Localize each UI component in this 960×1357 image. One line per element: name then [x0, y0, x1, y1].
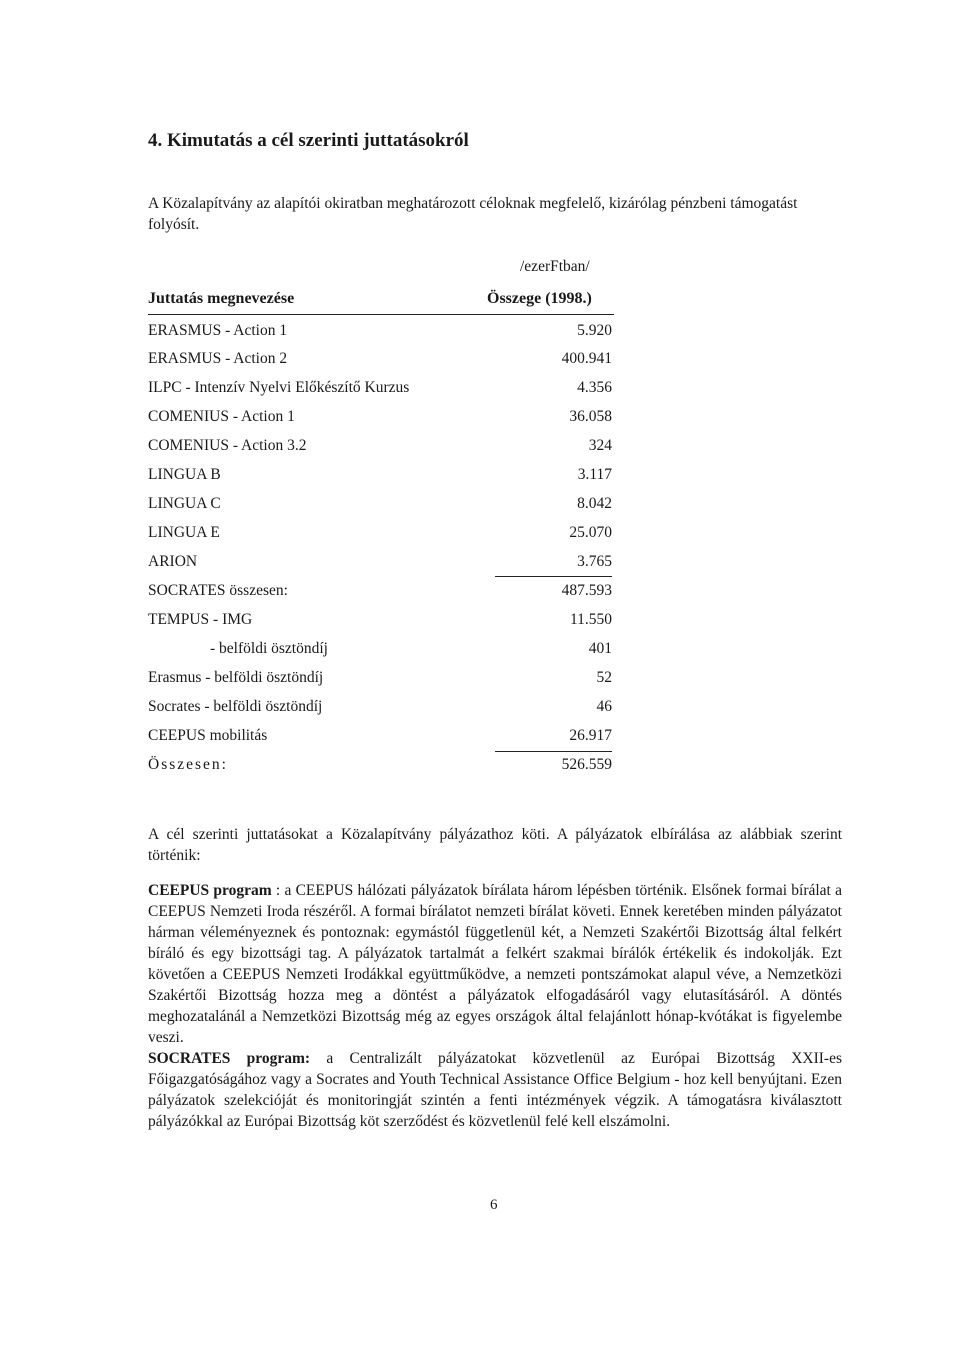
row-name: - belföldi ösztöndíj	[210, 640, 328, 657]
row-value: 11.550	[569, 611, 612, 628]
row-value: 5.920	[577, 322, 612, 339]
row-name: TEMPUS - IMG	[148, 611, 253, 628]
table-row	[148, 350, 612, 372]
row-value: 4.356	[577, 379, 612, 396]
row-name: Socrates - belföldi ösztöndíj	[148, 698, 323, 715]
table-row-total	[148, 756, 612, 778]
table-row	[148, 437, 612, 459]
evaluation-intro-paragraph: A cél szerinti juttatásokat a Közalapítvány pályázathoz köti. A pályázatok elbírálása az alábbiak szerint történik:	[148, 826, 842, 864]
intro-paragraph: A Közalapítvány az alapítói okiratban meghatározott céloknak megfelelő, kizárólag pénzbeni támogatást folyósít.	[148, 195, 798, 233]
row-value: 324	[588, 437, 612, 454]
ceepus-paragraph	[148, 880, 842, 1048]
header-divider	[148, 314, 614, 315]
row-name: SOCRATES összesen:	[148, 582, 288, 599]
row-value: 401	[588, 640, 612, 657]
socrates-paragraph	[148, 1048, 842, 1132]
row-name: Erasmus - belföldi ösztöndíj	[148, 669, 324, 686]
table-row-subtotal	[148, 582, 612, 604]
column-header-name: Juttatás megnevezése	[148, 290, 295, 307]
row-value: 52	[596, 669, 612, 686]
row-name: ERASMUS - Action 2	[148, 350, 288, 367]
row-value: 25.070	[569, 524, 612, 541]
table-row	[148, 466, 612, 488]
subtotal-rule	[495, 576, 612, 577]
column-header-sum: Összege (1998.)	[487, 290, 592, 307]
row-value: 487.593	[561, 582, 612, 599]
table-row	[148, 611, 612, 633]
section-heading: 4. Kimutatás a cél szerinti juttatásokról	[148, 130, 469, 151]
ceepus-label: CEEPUS program	[148, 882, 272, 899]
table-row	[148, 322, 612, 344]
table-row	[148, 524, 612, 546]
row-value: 8.042	[577, 495, 612, 512]
row-value: 3.765	[577, 553, 612, 570]
row-name: LINGUA C	[148, 495, 221, 512]
row-name: Összesen:	[148, 756, 228, 773]
row-name: ARION	[148, 553, 198, 570]
row-name: LINGUA E	[148, 524, 220, 541]
table-row	[148, 640, 612, 662]
socrates-label: SOCRATES program:	[148, 1050, 311, 1067]
table-row	[148, 698, 612, 720]
row-value: 3.117	[577, 466, 612, 483]
row-value: 400.941	[561, 350, 612, 367]
table-row	[148, 495, 612, 517]
row-name: COMENIUS - Action 1	[148, 408, 295, 425]
table-row	[148, 727, 612, 749]
socrates-text: a Centralizált pályázatokat közvetlenül az Európai Bizottság XXII-es Főigazgatóságához vagy a Socrates and Youth Technical Assistance Office Belgium - hoz kell benyújtani. Ezen pályázatok szelekcióját és monitoringját szintén a fenti intézmények végzik. A támogatásra kiválasztott pályázókkal az Európai Bizottság köt szerződést és közvetlenül felé kell elszámolni.	[148, 1050, 842, 1130]
row-value: 526.559	[561, 756, 612, 773]
row-name: ILPC - Intenzív Nyelvi Előkészítő Kurzus	[148, 379, 410, 396]
row-name: LINGUA B	[148, 466, 221, 483]
row-value: 36.058	[569, 408, 612, 425]
row-value: 46	[596, 698, 612, 715]
table-row	[148, 379, 612, 401]
row-value: 26.917	[569, 727, 612, 744]
table-row	[148, 553, 612, 575]
table-row	[148, 408, 612, 430]
row-name: ERASMUS - Action 1	[148, 322, 288, 339]
page-number: 6	[490, 1197, 498, 1213]
ceepus-text: : a CEEPUS hálózati pályázatok bírálata három lépésben történik. Elsőnek formai bírálat a CEEPUS Nemzeti Iroda részéről. A formai bírálatot nemzeti bírálat követi. Ennek keretében minden pályázatot hárman véleményeznek és pontoznak: egymástól függetlenül két, a Nemzeti Szakértői Bizottság által felkért bíráló és egy bizottsági tag. A pályázatok tartalmát a felkért szakmai bírálók értékelik és indokolják. Ezt követően a CEEPUS Nemzeti Irodákkal együttműködve, a nemzeti pontszámokat alapul véve, a Nemzetközi Szakértői Bizottság hozza meg a döntést a pályázatok elfogadásáról vagy elutasításáról. A döntés meghozatalánál a Nemzetközi Bizottság még az egyes országok által felajánlott hónap-kvótákat is figyelembe veszi.	[148, 882, 842, 1046]
table-row	[148, 669, 612, 691]
total-rule	[495, 751, 612, 752]
unit-label: /ezerFtban/	[520, 258, 590, 275]
row-name: CEEPUS mobilitás	[148, 727, 268, 744]
row-name: COMENIUS - Action 3.2	[148, 437, 307, 454]
